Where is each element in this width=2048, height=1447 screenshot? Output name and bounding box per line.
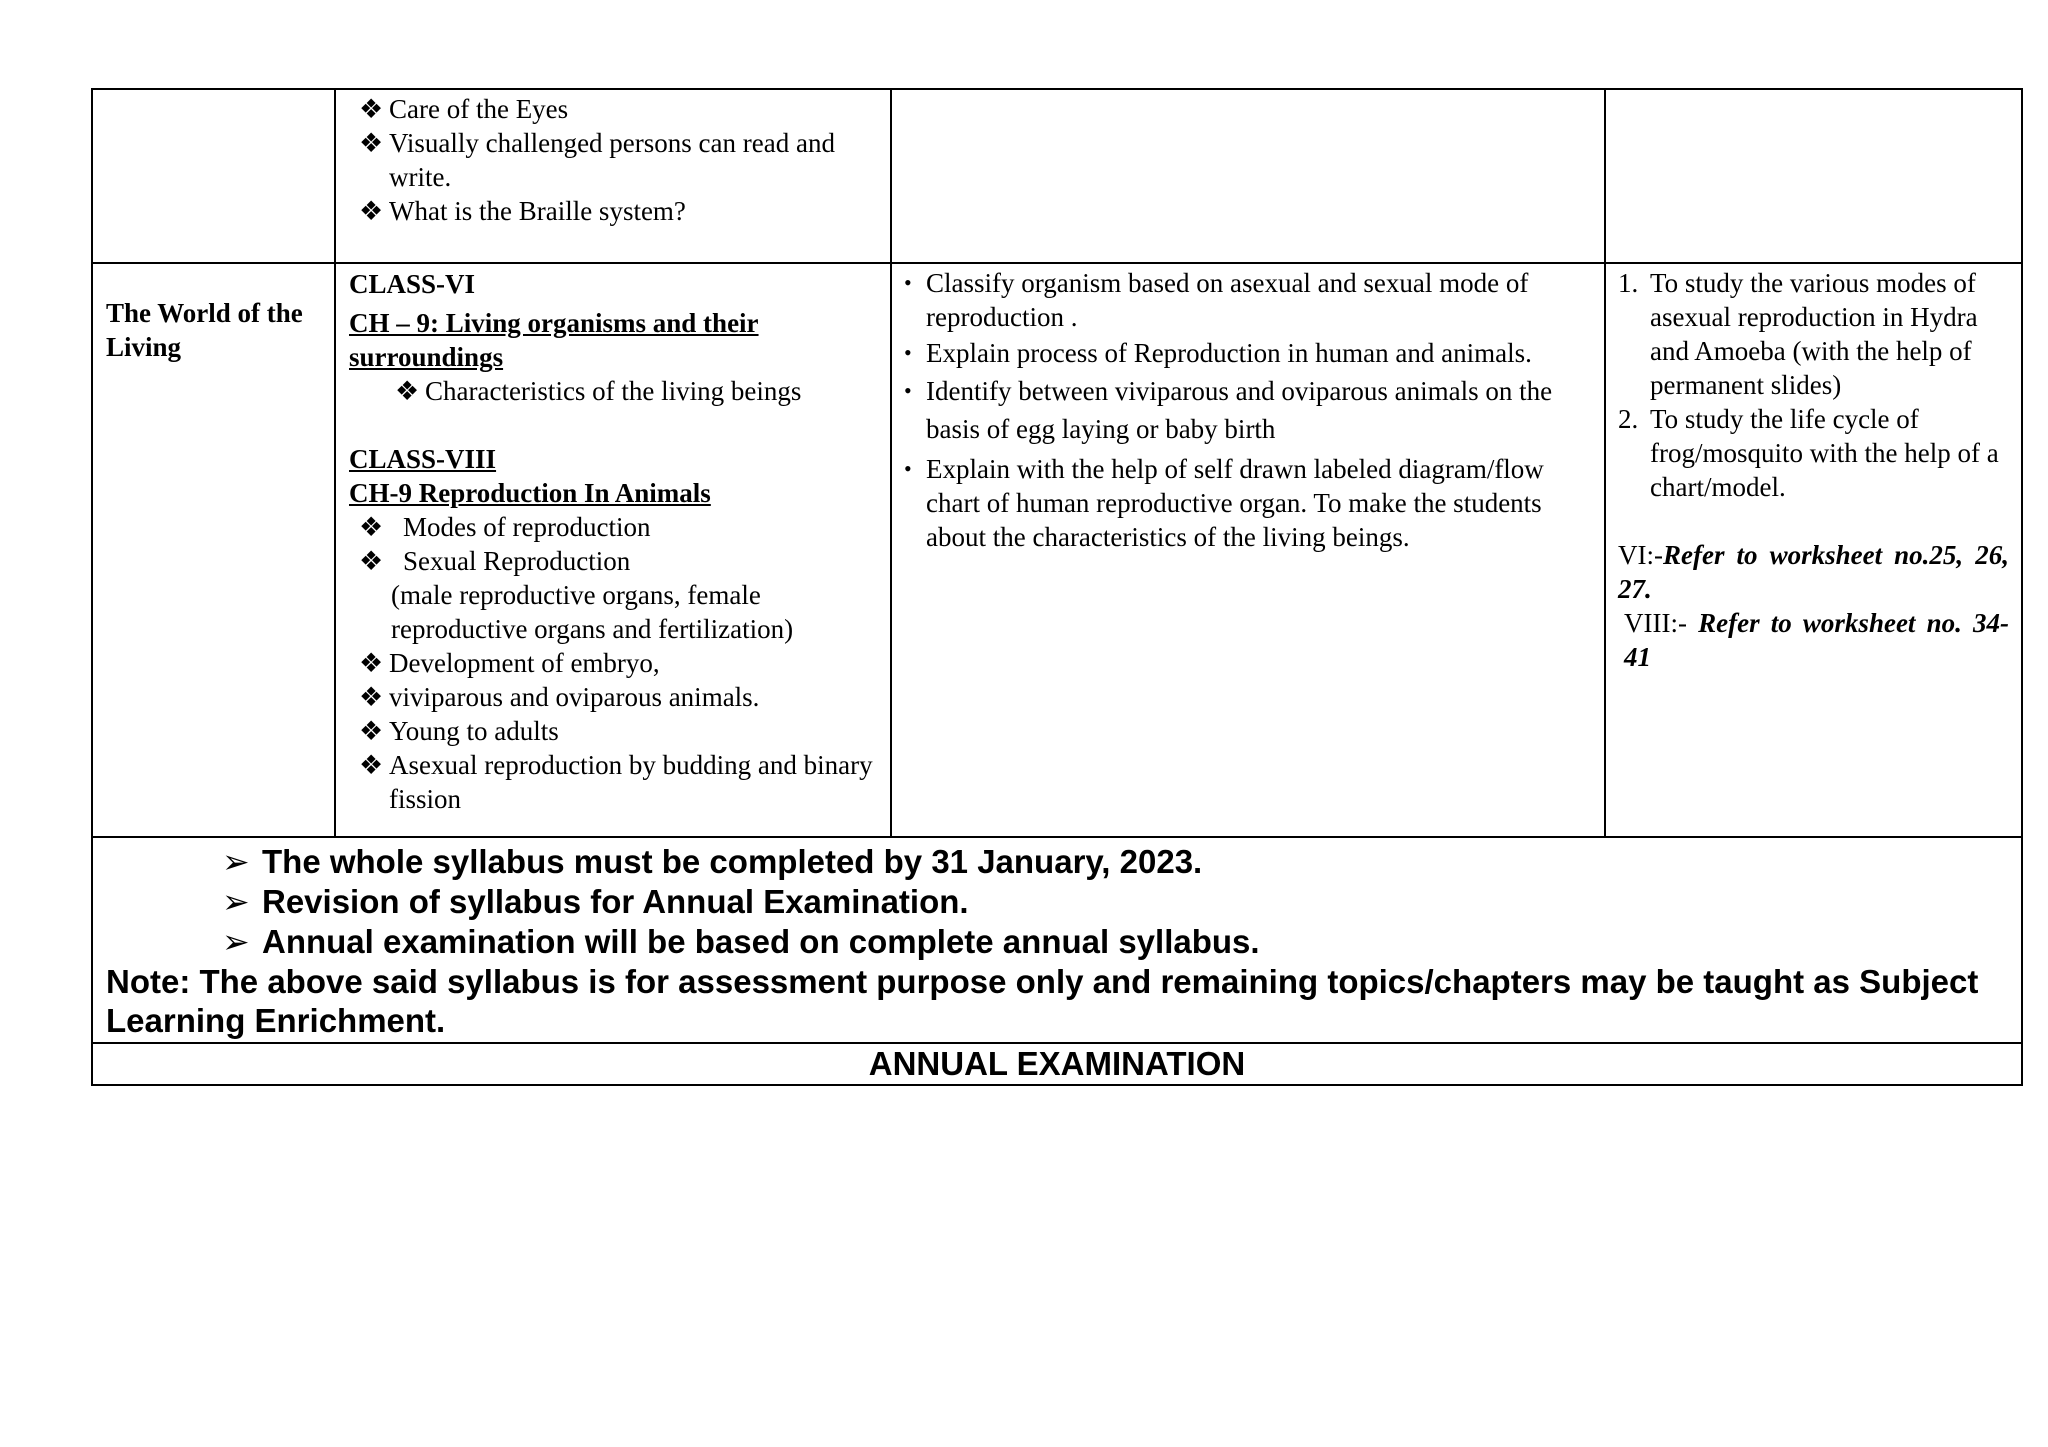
- diamond-icon: ❖: [359, 94, 384, 124]
- worksheet-reference: VI:-Refer to worksheet no.25, 26, 27.: [1618, 540, 2009, 604]
- syllabus-table: [91, 88, 2023, 1086]
- area-title: The World of the Living: [106, 298, 303, 362]
- list-item: • Identify between viviparous and oviparous animals on the basis of egg laying or baby birth: [892, 372, 1594, 448]
- section-heading: ANNUAL EXAMINATION: [92, 1043, 2022, 1085]
- chapter-title: CH-9 Reproduction In Animals: [349, 478, 711, 508]
- list-item: • Explain process of Reproduction in human and animals.: [904, 338, 1532, 368]
- note-text: Note: The above said syllabus is for assessment purpose only and remaining topics/chapters may be taught as Subject Learning Enrichment.: [106, 963, 1979, 1039]
- outcomes-cell: [891, 89, 1605, 263]
- diamond-icon: ❖: [359, 512, 384, 542]
- list-item: ❖ Sexual Reproduction: [359, 546, 631, 576]
- list-item: ❖ Asexual reproduction by budding and binary fission: [359, 750, 873, 814]
- note-point: ➢ Annual examination will be based on complete annual syllabus.: [222, 923, 1260, 960]
- table-row: [92, 89, 2022, 263]
- area-cell: [92, 263, 335, 837]
- list-item: ❖ Young to adults: [359, 716, 559, 746]
- table-row: [92, 837, 2022, 1043]
- outcomes-cell: [891, 263, 1605, 837]
- list-item: • Classify organism based on asexual and sexual mode of reproduction .: [904, 268, 1529, 332]
- list-item: 2. To study the life cycle of frog/mosquito with the help of a chart/model.: [1618, 404, 1999, 502]
- list-item: • Explain with the help of self drawn labeled diagram/flow chart of human reproductive organ. To make the students about the characteristics of the living beings.: [904, 454, 1544, 552]
- class-heading: CLASS-VIII: [349, 444, 497, 474]
- activities-cell: [1605, 263, 2022, 837]
- diamond-icon: ❖: [359, 682, 384, 712]
- note-point: ➢ The whole syllabus must be completed by 31 January, 2023.: [222, 843, 1203, 880]
- diamond-icon: ❖: [359, 196, 384, 226]
- diamond-icon: ❖: [359, 750, 384, 780]
- list-item: ❖ Characteristics of the living beings: [395, 376, 802, 406]
- arrow-icon: ➢: [222, 923, 250, 960]
- table-row: [92, 263, 2022, 837]
- list-item: ❖ Development of embryo,: [359, 648, 660, 678]
- topic-list: [336, 374, 880, 408]
- note-point: ➢ Revision of syllabus for Annual Examination.: [222, 883, 969, 920]
- activities-cell: [1605, 89, 2022, 263]
- chapter-title: CH – 9: Living organisms and their surroundings: [349, 308, 759, 372]
- topics-cell: [335, 89, 891, 263]
- bullet-icon: •: [904, 270, 912, 295]
- diamond-icon: ❖: [395, 376, 420, 406]
- outcome-list: [892, 266, 1604, 554]
- notes-cell: [92, 837, 2022, 1043]
- bullet-icon: •: [904, 340, 912, 365]
- list-item: ❖ Visually challenged persons can read and write.: [359, 128, 835, 192]
- arrow-icon: ➢: [222, 843, 250, 880]
- bullet-icon: •: [904, 378, 912, 403]
- arrow-icon: ➢: [222, 883, 250, 920]
- activity-list: [1606, 266, 2021, 504]
- sub-note: (male reproductive organs, female reproductive organs and fertilization): [391, 580, 794, 644]
- diamond-icon: ❖: [359, 648, 384, 678]
- bullet-icon: •: [904, 456, 912, 481]
- diamond-icon: ❖: [359, 716, 384, 746]
- list-item: ❖ What is the Braille system?: [359, 196, 686, 226]
- list-item: ❖ Modes of reproduction: [359, 512, 651, 542]
- topic-list: [336, 510, 880, 578]
- area-cell: [92, 89, 335, 263]
- diamond-icon: ❖: [359, 128, 384, 158]
- topic-list: [336, 92, 890, 228]
- list-item: ❖ Care of the Eyes: [359, 94, 569, 124]
- topics-cell: [335, 263, 891, 837]
- topic-list: [336, 646, 880, 816]
- list-item: 1. To study the various modes of asexual reproduction in Hydra and Amoeba (with the help of permanent slides): [1618, 268, 1978, 400]
- worksheet-reference: VIII:- Refer to worksheet no. 34-41: [1624, 608, 2009, 672]
- list-item: ❖ viviparous and oviparous animals.: [359, 682, 760, 712]
- diamond-icon: ❖: [359, 546, 384, 576]
- class-heading: CLASS-VI: [349, 269, 476, 299]
- table-row: [92, 1043, 2022, 1085]
